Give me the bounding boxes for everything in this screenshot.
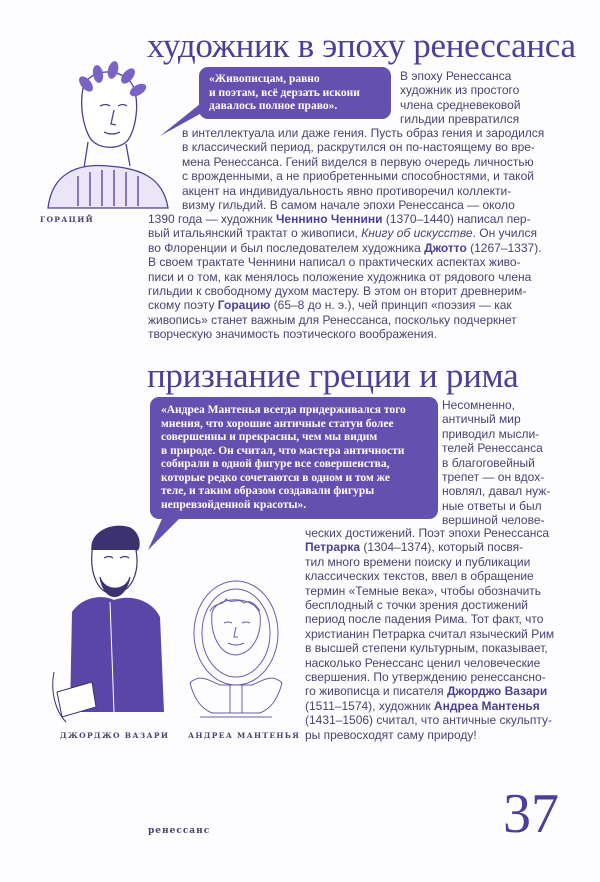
text-run: Несомненно,: [442, 398, 515, 412]
text-run: го живописца и писателя: [305, 684, 447, 699]
text-line: [182, 169, 544, 183]
text-run: теле, и таким образом создавали фигуры: [161, 485, 375, 497]
text-line: [182, 155, 544, 169]
caption-horace: ГОРАЦИЙ: [40, 215, 94, 224]
caption-vasari: ДЖОРДЖО ВАЗАРИ: [60, 731, 170, 740]
text-run: в природе. Он считал, что мастера античности: [161, 444, 405, 457]
text-run: (65–8 до н. э.), чей принцип «поэзия — как: [270, 298, 512, 313]
text-run: ческих достижений. Поэт эпохи Ренессанса: [305, 526, 550, 540]
text-column-right: [400, 69, 521, 127]
text-run: гильдии превратился: [400, 112, 520, 127]
text-run: в классический период, раскрутился он по-настоящему во вре-: [182, 140, 535, 155]
running-footer: ренессанс: [148, 826, 211, 836]
text-line: [305, 627, 554, 641]
text-line: [161, 458, 427, 472]
text-line: [442, 456, 550, 470]
text-run: (1370–1440) написал пер-: [382, 212, 531, 226]
text-line: [400, 112, 521, 126]
person-name: Андреа Мантенья: [433, 698, 540, 713]
text-line: [305, 540, 554, 554]
text-line: [442, 412, 550, 426]
text-run: приводил мысли-: [442, 426, 540, 441]
text-line: [161, 485, 427, 499]
text-line: [442, 499, 550, 513]
book-title: Книгу об искусстве: [361, 226, 473, 241]
text-line: [148, 313, 542, 327]
text-run: античный мир: [442, 412, 521, 427]
text-line: [442, 398, 550, 412]
text-run: (1511–1574), художник: [305, 698, 434, 713]
text-line: [305, 526, 554, 540]
text-line: [442, 441, 550, 455]
text-run: в высшей степени культурным, показывает,: [305, 641, 548, 656]
caption-mantegna: АНДРЕА МАНТЕНЬЯ: [188, 731, 301, 740]
text-run: телей Ренессанса: [442, 441, 543, 456]
text-run: и поэтам, всё дерзать искони: [209, 86, 360, 99]
text-run: живопись» станет важным для Ренессанса, поскольку подчеркнет: [148, 312, 517, 327]
text-line: [209, 100, 381, 114]
text-run: трепет — он вдох-: [442, 470, 545, 485]
mantegna-illustration: [180, 573, 292, 723]
text-run: (1431–1506) считал, что античные скульпту-: [305, 713, 553, 728]
text-line: [161, 431, 427, 445]
text-run: насколько Ренессанс ценил человеческие: [305, 655, 541, 670]
text-run: гильдии к свободному духом мастеру. В этом он вторит древнерим-: [148, 284, 527, 299]
text-line: [148, 212, 542, 226]
text-run: акцент на индивидуальность явно противоречил коллекти-: [182, 183, 512, 198]
text-line: [305, 584, 554, 598]
text-line: [182, 140, 544, 154]
text-line: [148, 327, 542, 341]
text-run: бесплодный с точки зрения достижений: [305, 598, 529, 613]
text-line: [161, 418, 427, 432]
text-run: непревзойденной красоты».: [161, 498, 307, 511]
text-line: [148, 298, 542, 312]
text-run: художник из простого: [400, 83, 520, 98]
text-run: творческую значимость поэтического воображения.: [148, 327, 437, 342]
text-run: ные ответы и был: [442, 498, 542, 513]
text-paragraph-wide: [182, 126, 544, 212]
text-run: в интеллектуала или даже гения. Пусть образ гения и зародился: [182, 126, 545, 140]
text-run: которые редко сочетаются в одном и том же: [161, 471, 390, 484]
text-line: [305, 569, 554, 583]
text-line: [442, 427, 550, 441]
text-run: «Живописцам, равно: [209, 73, 320, 85]
person-name: Джорджо Вазари: [446, 684, 548, 699]
text-line: [305, 728, 554, 742]
text-run: вый итальянский трактат о живописи,: [148, 226, 362, 241]
text-run: В своем трактате Ченнини написал о практических аспектах живо-: [148, 255, 521, 270]
vasari-illustration: [52, 522, 177, 727]
text-run: мена Ренессанса. Гений виделся в первую очередь личностью: [182, 154, 534, 169]
text-line: [148, 284, 542, 298]
text-run: В эпоху Ренессанса: [400, 69, 512, 83]
text-run: тил много времени поиску и публикации: [305, 554, 531, 569]
text-line: [182, 198, 544, 212]
text-run: христианин Петрарка считал языческий Рим: [305, 626, 555, 641]
text-line: [442, 470, 550, 484]
text-run: (1304–1374), который посвя-: [360, 540, 524, 555]
text-line: [305, 641, 554, 655]
text-run: с врожденными, а не приобретенными способностями, и такой: [182, 169, 534, 184]
text-line: [400, 98, 521, 112]
text-paragraph-full: [148, 212, 542, 342]
text-line: [400, 83, 521, 97]
text-run: классических текстов, ввел в обращение: [305, 569, 534, 584]
text-run: члена средневековой: [400, 97, 521, 112]
text-line: [400, 69, 521, 83]
section-heading-artist: художник в эпоху ренессанса: [147, 26, 576, 65]
page-number: 37: [503, 783, 559, 845]
quote-bubble-mantegna: [150, 397, 438, 519]
person-name: Петрарка: [305, 540, 361, 555]
text-line: [182, 184, 544, 198]
text-line: [209, 87, 381, 101]
text-run: вершиной челове-: [442, 513, 545, 528]
text-column-right: [442, 398, 550, 528]
text-run: во Флоренции и был последователем художника: [148, 240, 425, 255]
text-run: визму гильдий. В самом начале эпохи Ренессанса — около: [182, 198, 515, 213]
text-run: 1390 года — художник: [148, 212, 276, 226]
text-run: в благоговейный: [442, 455, 535, 470]
text-line: [305, 684, 554, 698]
quote-bubble-horace: [199, 67, 391, 119]
text-line: [161, 499, 427, 513]
text-run: (1267–1337).: [466, 240, 542, 255]
text-line: [148, 241, 542, 255]
text-run: давалось полное право».: [209, 100, 338, 112]
text-line: [305, 713, 554, 727]
text-line: [148, 270, 542, 284]
text-line: [305, 612, 554, 626]
text-run: ры превосходят саму природу!: [305, 727, 477, 742]
text-run: собирали в одной фигуре все совершенства,: [161, 458, 390, 470]
person-name: Джотто: [424, 240, 467, 255]
text-line: [161, 404, 427, 418]
text-line: [305, 656, 554, 670]
text-run: «Андреа Мантенья всегда придерживался того: [161, 404, 406, 416]
text-run: период после падения Рима. Тот факт, что: [305, 612, 544, 627]
text-run: скому поэту: [148, 298, 218, 313]
section-heading-greece-rome: признание греции и рима: [147, 356, 519, 395]
text-line: [148, 255, 542, 269]
horace-illustration: [38, 58, 178, 213]
text-line: [209, 73, 381, 87]
text-run: совершенны и прекрасны, чем мы видим: [161, 431, 378, 443]
text-line: [148, 226, 542, 240]
text-line: [442, 484, 550, 498]
text-line: [305, 670, 554, 684]
person-name: Ченнино Ченнини: [275, 212, 383, 226]
text-line: [161, 472, 427, 486]
text-line: [161, 445, 427, 459]
text-line: [305, 598, 554, 612]
text-run: свершения. По утверждению ренессансно-: [305, 670, 546, 685]
text-run: новлял, давал нуж-: [442, 484, 551, 499]
text-run: термин «Темные века», чтобы обозначить: [305, 583, 542, 598]
text-run: . Он учился: [472, 226, 537, 241]
text-line: [305, 555, 554, 569]
person-name: Горацию: [217, 298, 271, 313]
text-paragraph-body: [305, 526, 554, 742]
text-line: [182, 126, 544, 140]
text-run: писи и о том, как менялось положение художника от рядового члена: [148, 269, 532, 284]
text-line: [305, 699, 554, 713]
text-run: мнения, что хорошие античные статуи более: [161, 417, 394, 430]
